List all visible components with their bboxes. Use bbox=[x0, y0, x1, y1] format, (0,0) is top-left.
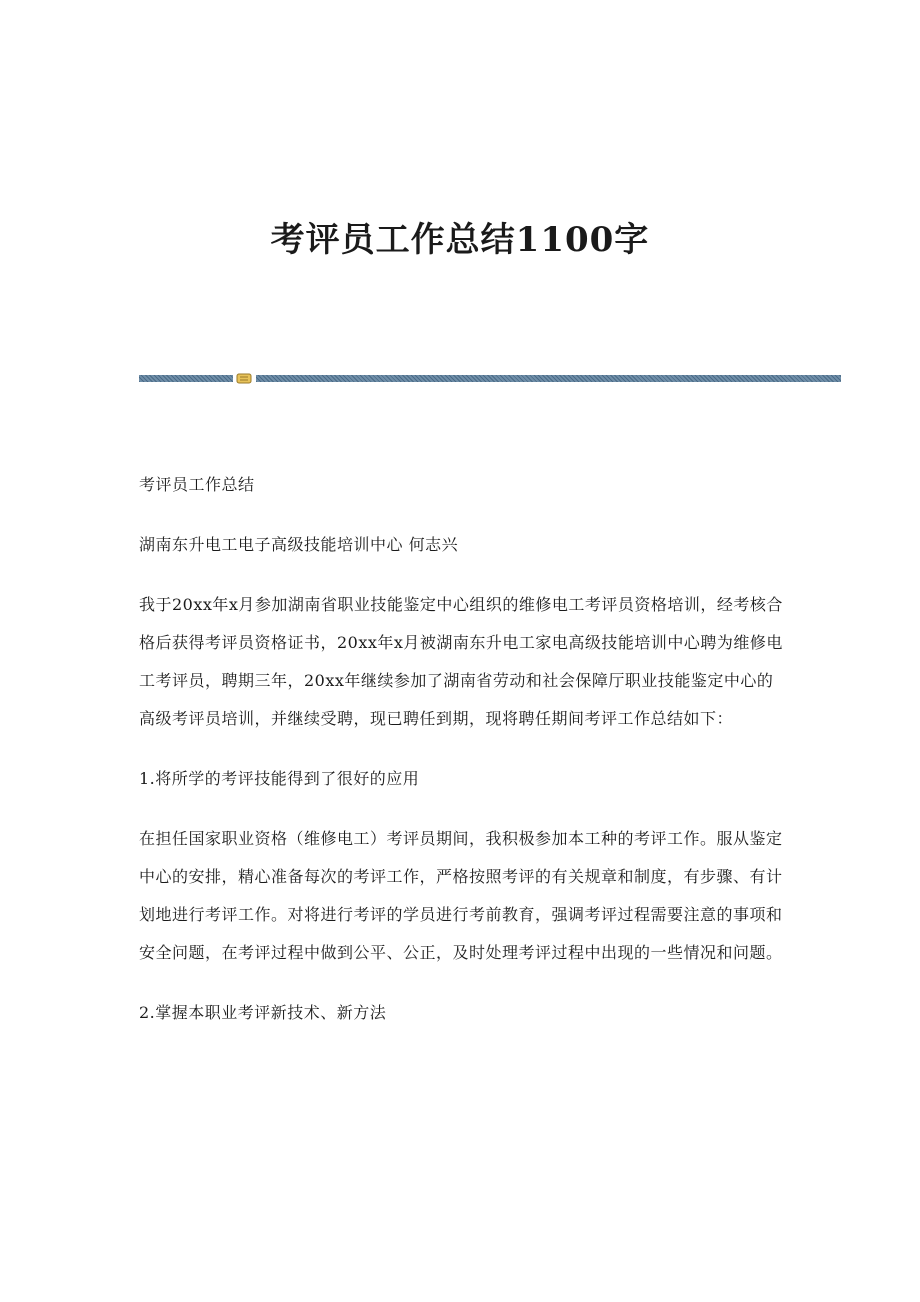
divider-bar-left bbox=[139, 375, 233, 382]
document-title: 考评员工作总结1100字 bbox=[270, 220, 650, 260]
divider-bar-right bbox=[256, 375, 841, 382]
document-body bbox=[139, 466, 789, 1054]
body-paragraph: 我于20xx年x月参加湖南省职业技能鉴定中心组织的维修电工考评员资格培训，经考核合格后获得考评员资格证书，20xx年x月被湖南东升电工家电高级技能培训中心聘为维修电工考评员，聘期三年，20xx年继续参加了湖南省劳动和社会保障厅职业技能鉴定中心的高级考评员培训，并继续受聘，现已聘任到期，现将聘任期间考评工作总结如下： bbox=[139, 595, 783, 728]
title-divider bbox=[139, 374, 841, 383]
divider-ornament-icon bbox=[236, 373, 252, 384]
numbered-heading: 2.掌握本职业考评新技术、新方法 bbox=[139, 1003, 387, 1022]
numbered-heading: 1.将所学的考评技能得到了很好的应用 bbox=[139, 769, 420, 788]
author-line: 湖南东升电工电子高级技能培训中心 何志兴 bbox=[139, 535, 459, 554]
section-heading: 考评员工作总结 bbox=[139, 475, 255, 494]
body-paragraph: 在担任国家职业资格（维修电工）考评员期间，我积极参加本工种的考评工作。服从鉴定中心的安排，精心准备每次的考评工作，严格按照考评的有关规章和制度，有步骤、有计划地进行考评工作。对将进行考评的学员进行考前教育，强调考评过程需要注意的事项和安全问题，在考评过程中做到公平、公正，及时处理考评过程中出现的一些情况和问题。 bbox=[139, 829, 783, 962]
